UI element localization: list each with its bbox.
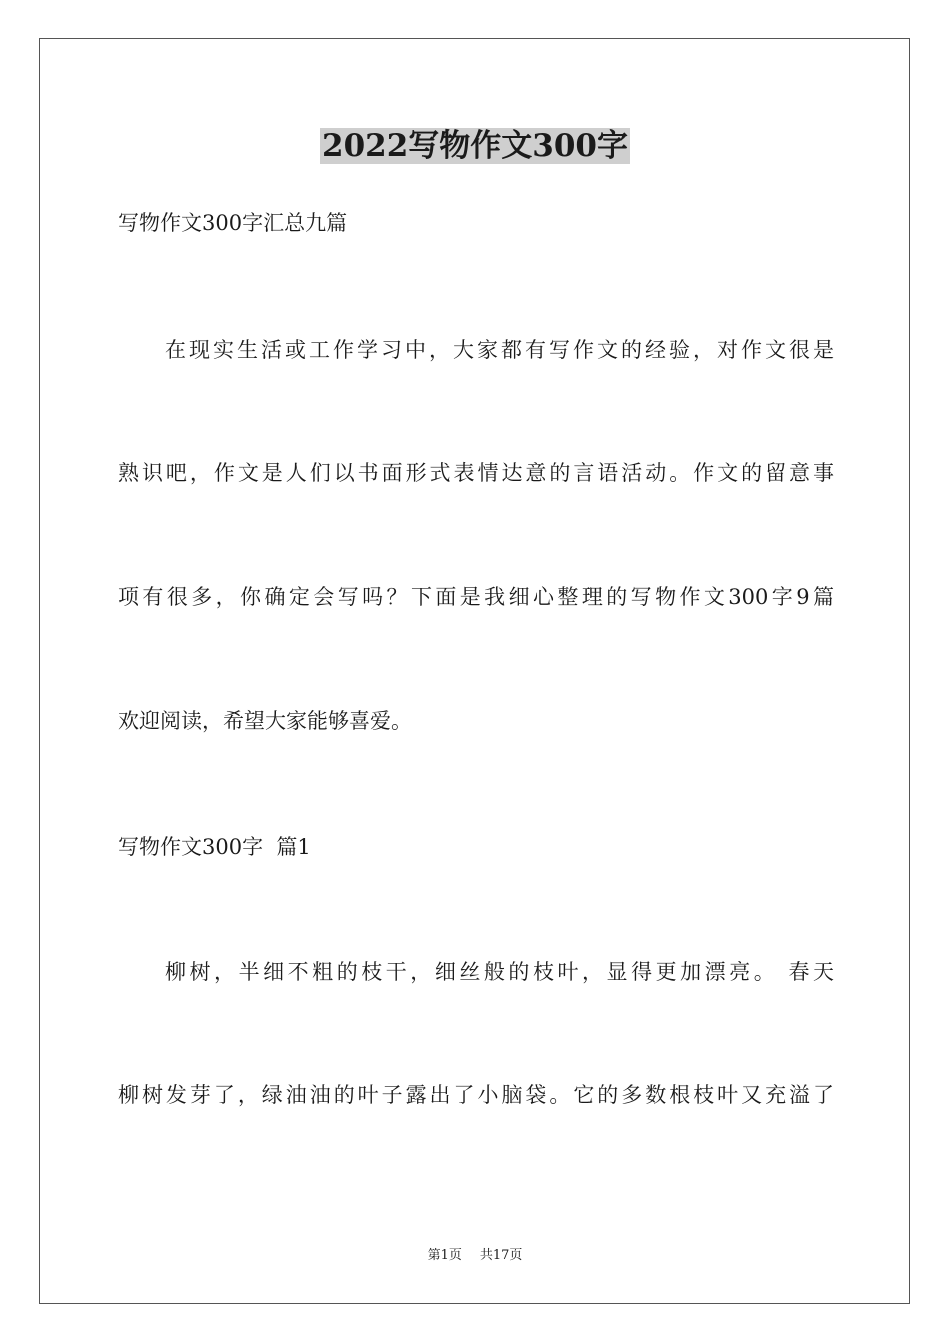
intro-line-3: 项有很多，你确定会写吗？下面是我细心整理的写物作文300字9篇 xyxy=(118,585,834,609)
page-number: 第1页 xyxy=(427,1248,462,1263)
page-footer xyxy=(0,1247,950,1265)
intro-line-4: 欢迎阅读，希望大家能够喜爱。 xyxy=(118,709,412,733)
page-total: 共17页 xyxy=(479,1248,523,1263)
document-subtitle: 写物作文300字汇总九篇 xyxy=(118,211,348,235)
section-line-2: 柳树发芽了，绿油油的叶子露出了小脑袋。它的多数根枝叶又充溢了 xyxy=(118,1083,834,1107)
document-title-text: 2022写物作文300字 xyxy=(322,128,628,164)
section-heading: 写物作文300字 篇1 xyxy=(118,835,311,859)
intro-line-2: 熟识吧，作文是人们以书面形式表情达意的言语活动。作文的留意事 xyxy=(118,461,834,485)
document-title xyxy=(0,124,950,168)
intro-line-1: 在现实生活或工作学习中，大家都有写作文的经验，对作文很是 xyxy=(165,338,834,362)
section-line-1: 柳树，半细不粗的枝干，细丝般的枝叶，显得更加漂亮。 春天 xyxy=(165,960,834,984)
